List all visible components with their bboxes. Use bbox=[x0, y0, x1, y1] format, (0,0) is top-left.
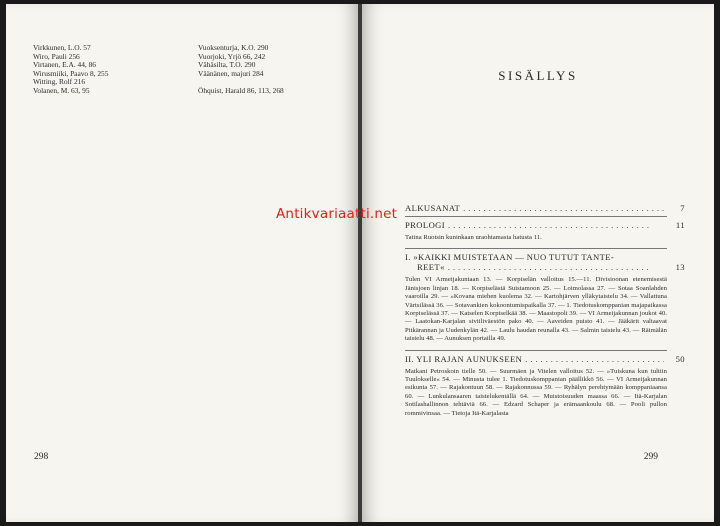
toc-description: Tulen VI Armeijakuntaan 13. — Korpiselän valloitus 15.—11. Divisioonan etenemisestä Jänisjoen linjan 18. — Korpiselästä Suistamoon 25. — Loimolassa 27. — Sotaa Soanlahden vaaroilla 29. — »Kovana miehen kuolema 32. — Kartohjärven ylläkytaistelu 34. — Vallattuna Värtsilässä 36. — Sotavankien kokoontumispaikalla 37. — 1. Tiedotuskomppanian majapaikassa Korpiselässä 37. — Katselen Korpiselkää 38. — Maastopoli 39. — VI Armeijakunnan joukot 40. — Laatokan-Karjalan siviiliväestön pako 40. — Aaveiden puisto 41. — Jääkärit valtaavat Pitkärannan ja Uudenkylän 42. — Laulu haudan reunalla 43. — Salmin taistelu 43. — Räimälän taistelu 48. — Aunuksen portailla 49. bbox=[405, 276, 667, 343]
toc-label: ALKUSANAT bbox=[405, 203, 461, 213]
table-of-contents bbox=[405, 203, 685, 424]
index-entry: Vuoksenturja, K.O. 290 bbox=[198, 43, 269, 52]
index-entry: Väänänen, majuri 284 bbox=[198, 68, 264, 78]
toc-label: PROLOGI bbox=[405, 220, 446, 230]
toc-description: Matkani Petroskoin tielle 50. — Suurmäen ja Vitelen valloitus 52. — »Tuiskuna kun tultiin Tuulokselle« 54. — Minusta tulee 1. Tiedotuskomppanian päällikkö 56. — VI Armeijakunnan esikunta 57. — Rajakontuun 58. — Rajakonnussa 59. — Ryhälyn perehtymään komppaniaansa 60. — Lunkulansaaren taistelukentällä 64. — Muistoisuuden maassa 66. — Itä-Karjalan Sotilashallinnon tehtäviä 66. — Edzard Schaper ja erämaankoulu 68. — Pooli pullon rommivinsaa. — Tietoja Itä-Karjalasta bbox=[405, 367, 667, 417]
toc-entry-prologi[interactable] bbox=[405, 220, 685, 231]
toc-rule bbox=[405, 216, 667, 217]
index-entry: Vähäsilta, T.O. 290 bbox=[198, 60, 256, 70]
toc-rule bbox=[405, 350, 667, 351]
toc-leader-dots bbox=[463, 203, 664, 214]
page-number-right: 299 bbox=[643, 452, 658, 462]
page-title: SISÄLLYS bbox=[498, 68, 578, 83]
left-page bbox=[6, 4, 358, 522]
toc-description: Tatina Ruotsin kuninkaan uraohtamasta hatusta 11. bbox=[405, 234, 542, 241]
toc-entry-chapter-1[interactable] bbox=[405, 252, 667, 262]
book-spread bbox=[6, 4, 714, 522]
index-column-1 bbox=[33, 44, 173, 96]
toc-entry-chapter-1-cont[interactable] bbox=[405, 262, 685, 273]
toc-leader-dots bbox=[448, 220, 664, 231]
right-page bbox=[362, 4, 714, 522]
toc-entry-chapter-2[interactable] bbox=[405, 353, 685, 365]
toc-label: I. »KAIKKI MUISTETAAN — NUO TUTUT TANTE- bbox=[405, 252, 615, 263]
toc-page: 50 bbox=[675, 353, 685, 364]
toc-page: 11 bbox=[675, 220, 685, 230]
index-entry: Virkkunen, L.O. 57 bbox=[33, 43, 91, 52]
watermark: Antikvariaatti.net bbox=[276, 206, 398, 222]
index-entry: Volanen, M. 63, 95 bbox=[33, 85, 90, 95]
index-entry: Wirusmiiki, Paavo 8, 255 bbox=[33, 68, 109, 78]
toc-leader-dots bbox=[525, 354, 664, 365]
toc-entry-alkusanat[interactable] bbox=[405, 203, 685, 214]
toc-label: REET« bbox=[417, 262, 445, 273]
toc-page: 13 bbox=[675, 262, 685, 273]
index-entry: Wiro, Pauli 256 bbox=[33, 51, 80, 61]
index-entry: Witting, Rolf 216 bbox=[33, 77, 86, 87]
index-column-2 bbox=[198, 44, 348, 96]
page-number-left: 298 bbox=[34, 452, 49, 462]
toc-label: II. YLI RAJAN AUNUKSEEN bbox=[405, 353, 523, 364]
toc-leader-dots bbox=[448, 262, 664, 273]
index-entry: Virtanen, E.A. 44, 86 bbox=[33, 60, 96, 70]
index-entry: Öhquist, Harald 86, 113, 268 bbox=[198, 85, 284, 95]
toc-page: 7 bbox=[680, 203, 685, 213]
toc-rule bbox=[405, 248, 667, 249]
index-entry: Vuorjoki, Yrjö 66, 242 bbox=[198, 51, 266, 61]
